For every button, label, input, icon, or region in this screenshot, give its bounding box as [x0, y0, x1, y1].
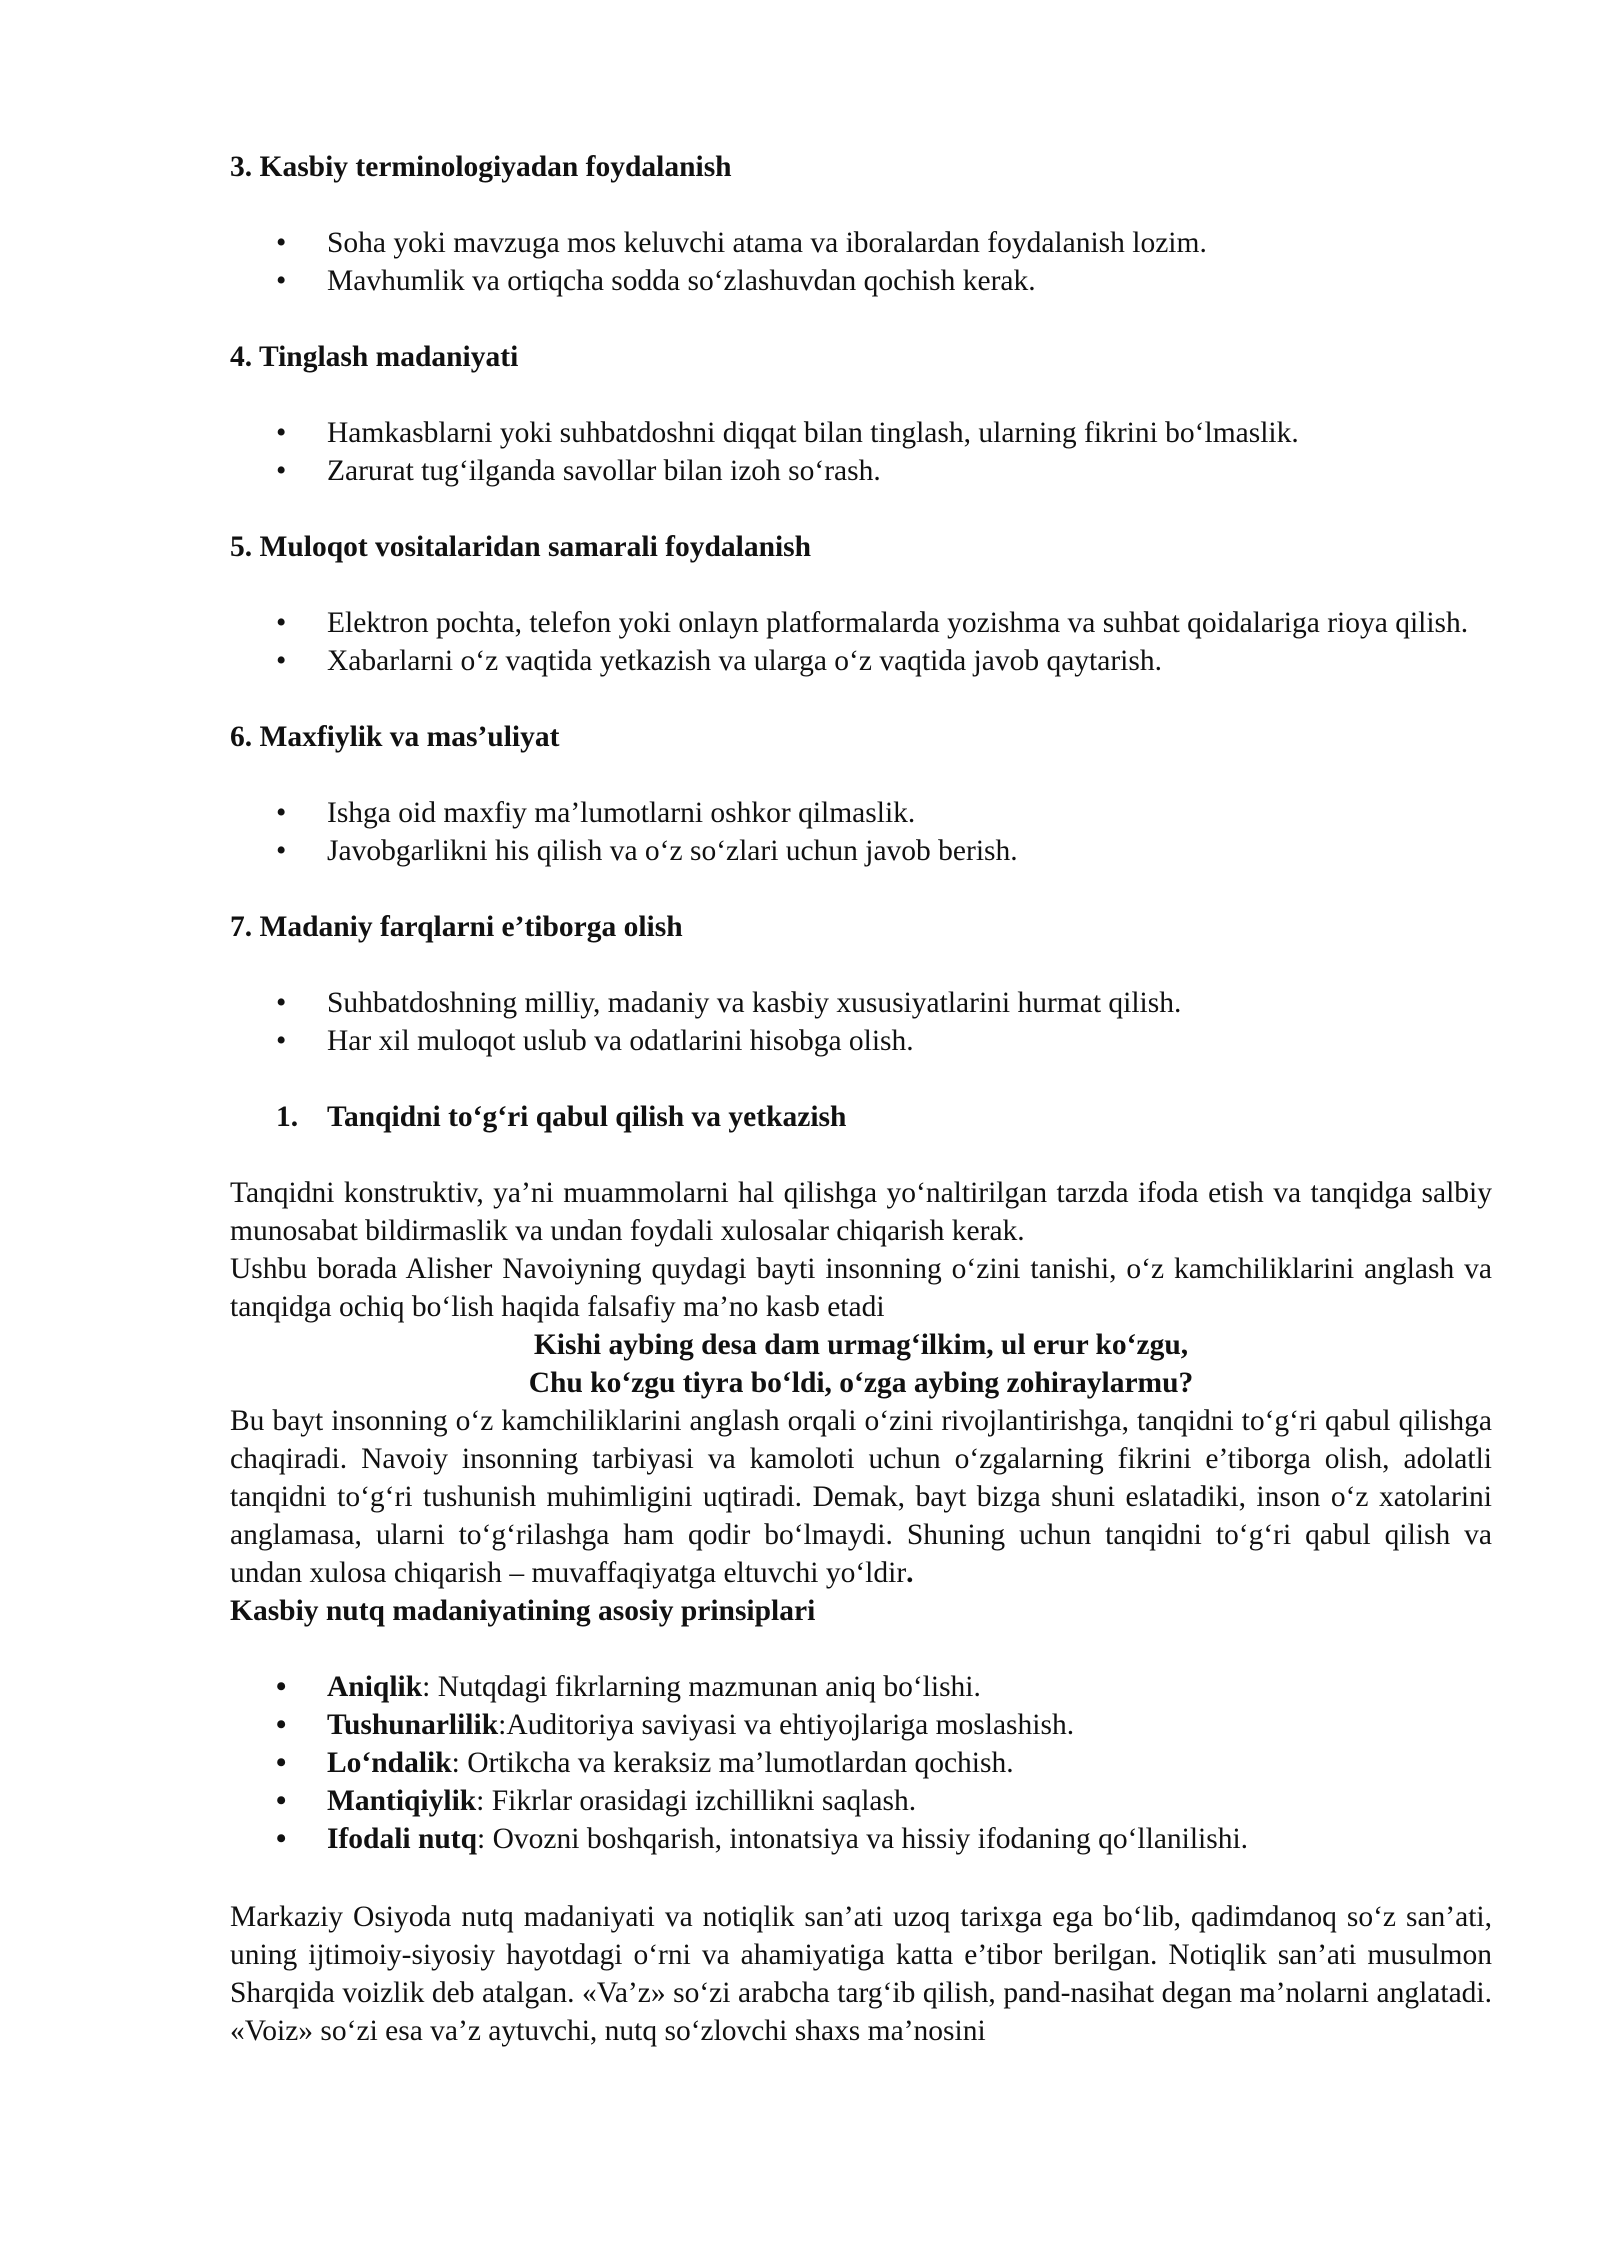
section-heading: 6. Maxfiylik va mas’uliyat: [230, 721, 560, 753]
list-item: • Mantiqiylik: Fikrlar orasidagi izchillikni saqlash.: [230, 1782, 1492, 1820]
bullet-list: [230, 604, 1492, 680]
list-item: • Ifodali nutq: Ovozni boshqarish, intonatsiya va hissiy ifodaning qo‘llanilishi.: [230, 1820, 1492, 1858]
bullet-icon: •: [276, 607, 287, 639]
list-item: • Mavhumlik va ortiqcha sodda so‘zlashuvdan qochish kerak.: [230, 262, 1492, 300]
bullet-list: [230, 224, 1492, 300]
list-item: • Javobgarlikni his qilish va o‘z so‘zlari uchun javob berish.: [230, 832, 1492, 870]
list-item: • Ishga oid maxfiy ma’lumotlarni oshkor qilmaslik.: [230, 794, 1492, 832]
list-item: • Zarurat tug‘ilganda savollar bilan izoh so‘rash.: [230, 452, 1492, 490]
bullet-icon: •: [276, 227, 287, 259]
section-heading: 3. Kasbiy terminologiyadan foydalanish: [230, 151, 732, 183]
bullet-list: [230, 414, 1492, 490]
principles-heading: Kasbiy nutq madaniyatining asosiy prinsiplari: [230, 1595, 816, 1627]
numbered-list: [230, 1098, 1492, 1136]
paragraph: Markaziy Osiyoda nutq madaniyati va notiqlik san’ati uzoq tarixga ega bo‘lib, qadimdanoq so‘z san’ati, uning ijtimoiy-siyosiy hayotdagi o‘rni va ahamiyatiga katta e’tibor berilgan. Notiqlik san’ati musulmon Sharqida voizlik deb atalgan. «Va’z» so‘zi arabcha targ‘ib qilish, pand-nasihat degan ma’nolarni anglatadi. «Voiz» so‘zi esa va’z aytuvchi, nutq so‘zlovchi shaxs ma’nosini: [230, 1901, 1492, 2047]
principles-list: [230, 1668, 1492, 1858]
bullet-icon: •: [276, 1025, 287, 1057]
numbered-heading: 1. Tanqidni to‘g‘ri qabul qilish va yetkazish: [276, 1101, 847, 1133]
list-item: • Lo‘ndalik: Ortikcha va keraksiz ma’lumotlardan qochish.: [230, 1744, 1492, 1782]
list-item: • Aniqlik: Nutqdagi fikrlarning mazmunan aniq bo‘lishi.: [230, 1668, 1492, 1706]
list-item: • Tushunarlilik:Auditoriya saviyasi va ehtiyojlariga moslashish.: [230, 1706, 1492, 1744]
section-heading: 7. Madaniy farqlarni e’tiborga olish: [230, 911, 683, 943]
document-page: [230, 148, 1492, 2050]
paragraph: Ushbu borada Alisher Navoiyning quydagi bayti insonning o‘zini tanishi, o‘z kamchiliklarini anglash va tanqidga ochiq bo‘lish haqida falsafiy ma’no kasb etadi: [230, 1253, 1492, 1323]
section-heading: 4. Tinglash madaniyati: [230, 341, 519, 373]
bullet-icon: •: [276, 417, 287, 449]
bullet-icon: •: [276, 455, 287, 487]
list-item: • Elektron pochta, telefon yoki onlayn platformalarda yozishma va suhbat qoidalariga rioya qilish.: [230, 604, 1492, 642]
paragraph: Tanqidni konstruktiv, ya’ni muammolarni hal qilishga yo‘naltirilgan tarzda ifoda etish va tanqidga salbiy munosabat bildirmaslik va undan foydali xulosalar chiqarish kerak.: [230, 1177, 1492, 1247]
bullet-icon: •: [276, 645, 287, 677]
bullet-list: [230, 794, 1492, 870]
list-item: • Suhbatdoshning milliy, madaniy va kasbiy xususiyatlarini hurmat qilish.: [230, 984, 1492, 1022]
bullet-icon: •: [276, 1709, 287, 1741]
bullet-icon: •: [276, 1785, 287, 1817]
verse-line: Chu ko‘zgu tiyra bo‘ldi, o‘zga aybing zohiraylarmu?: [528, 1367, 1194, 1399]
bullet-icon: •: [276, 797, 287, 829]
list-item: • Hamkasblarni yoki suhbatdoshni diqqat bilan tinglash, ularning fikrini bo‘lmaslik.: [230, 414, 1492, 452]
bullet-icon: •: [276, 835, 287, 867]
bullet-icon: •: [276, 1671, 287, 1703]
bullet-list: [230, 984, 1492, 1060]
list-item: • Xabarlarni o‘z vaqtida yetkazish va ularga o‘z vaqtida javob qaytarish.: [230, 642, 1492, 680]
bullet-icon: •: [276, 987, 287, 1019]
section-heading: 5. Muloqot vositalaridan samarali foydalanish: [230, 531, 812, 563]
list-item: • Har xil muloqot uslub va odatlarini hisobga olish.: [230, 1022, 1492, 1060]
verse-line: Kishi aybing desa dam urmag‘ilkim, ul erur ko‘zgu,: [533, 1329, 1189, 1361]
paragraph: Bu bayt insonning o‘z kamchiliklarini anglash orqali o‘zini rivojlantirishga, tanqidni to‘g‘ri qabul qilishga chaqiradi. Navoiy insonning tarbiyasi va kamoloti uchun o‘zgalarning fikrini e’tiborga olish, adolatli tanqidni to‘g‘ri tushunish muhimligini uqtiradi. Demak, bayt bizga shuni eslatadiki, inson o‘z xatolarini anglamasa, ularni to‘g‘rilashga ham qodir bo‘lmaydi. Shuning uchun tanqidni to‘g‘ri qabul qilish va undan xulosa chiqarish – muvaffaqiyatga eltuvchi yo‘ldir.: [230, 1405, 1492, 1589]
bullet-icon: •: [276, 1823, 287, 1855]
bullet-icon: •: [276, 265, 287, 297]
list-item: • Soha yoki mavzuga mos keluvchi atama va iboralardan foydalanish lozim.: [230, 224, 1492, 262]
bullet-icon: •: [276, 1747, 287, 1779]
